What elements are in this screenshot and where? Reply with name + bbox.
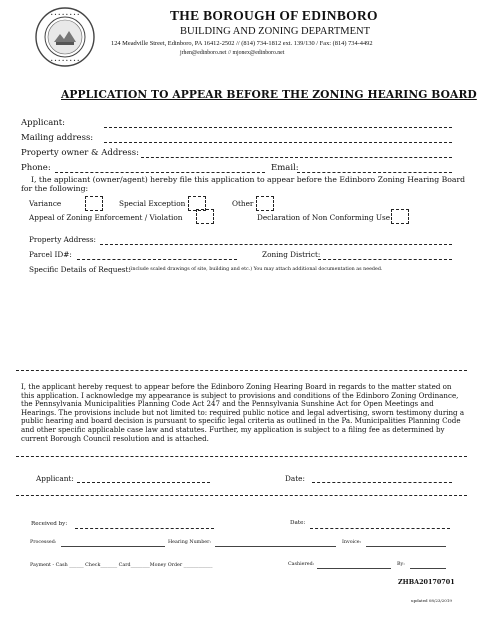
specific-details-label: Specific Details of Request: [29, 265, 131, 274]
processed-label: Processed: [30, 540, 57, 545]
department-name: BUILDING AND ZONING DEPARTMENT [180, 26, 371, 37]
section-divider-2 [16, 456, 467, 457]
form-title: APPLICATION TO APPEAR BEFORE THE ZONING HEARING BOARD [61, 88, 477, 101]
by-field[interactable] [410, 568, 446, 569]
borough-seal [34, 6, 96, 68]
email-field[interactable] [297, 172, 452, 173]
appeal-label: Appeal of Zoning Enforcement / Violation [29, 213, 183, 222]
appeal-checkbox[interactable] [196, 209, 214, 224]
processed-field[interactable] [61, 546, 165, 547]
property-address-field[interactable] [100, 244, 452, 245]
cashiered-label: Cashiered: [288, 562, 315, 567]
other-label: Other [232, 199, 254, 208]
invoice-label: Invoice: [342, 540, 362, 545]
property-owner-field[interactable] [141, 157, 452, 158]
borough-title: THE BOROUGH OF EDINBORO [170, 8, 378, 23]
parcel-id-field[interactable] [77, 259, 237, 260]
phone-label: Phone: [21, 163, 51, 173]
office-date-label: Date: [290, 520, 306, 526]
zoning-district-label: Zoning District: [262, 250, 321, 259]
other-checkbox[interactable] [256, 196, 274, 211]
signature-date-field[interactable] [312, 482, 452, 483]
email-label: Email: [271, 163, 299, 173]
signature-applicant-label: Applicant: [36, 474, 74, 483]
section-divider [16, 370, 467, 371]
nonconforming-checkbox[interactable] [391, 209, 409, 224]
intro-text: I, the applicant (owner/agent) hereby file this application to appear before the Edinboro Zoning Hearing Board for the following: [21, 175, 466, 193]
mailing-address-label: Mailing address: [21, 133, 94, 143]
office-date-field[interactable] [310, 528, 450, 529]
variance-label: Variance [29, 199, 62, 208]
email-line: jrhen@edinboro.net // mjonex@edinboro.net [180, 50, 285, 56]
cashiered-field[interactable] [317, 568, 391, 569]
declaration-text: I, the applicant hereby request to appear before the Edinboro Zoning Hearing Board in regards to the matter stated on this application. I acknowledge my appearance is subject to provisions and conditions of the Edinboro Zoning Ordinance, the Pennsylvania Municipalities Planning Code Act 247 and the Pennsylvania Sunshine Act for Open Meetings and Hearings. The provisions include but not limited to: required public notice and legal advertising, sworn testimony during a public hearing and board decision is pursuant to specific legal criteria as outlined in the Pa. Municipalities Planning Code and other specific applicable case law and statutes. Further, my application is subject to a filing fee as determined by current Borough Council resolution and is attached. [21, 382, 465, 443]
specific-details-note: (include scaled drawings of site, building and etc.) You may attach additional documentation as needed. [129, 267, 383, 272]
property-owner-label: Property owner & Address: [21, 148, 139, 158]
parcel-id-label: Parcel ID#: [29, 250, 72, 259]
applicant-label: Applicant: [21, 118, 66, 128]
signature-date-label: Date: [285, 474, 305, 483]
phone-field[interactable] [55, 172, 265, 173]
invoice-field[interactable] [366, 546, 446, 547]
signature-applicant-field[interactable] [77, 482, 210, 483]
updated-date: updated 08/23/2019 [411, 598, 452, 603]
applicant-field[interactable] [104, 127, 452, 128]
received-by-label: Received by: [31, 521, 68, 527]
address-line: 124 Meadville Street, Edinboro, PA 16412-2502 // (814) 734-1812 ext. 139/130 / Fax: (814) 734-4492 [111, 40, 373, 47]
mailing-address-field[interactable] [104, 142, 452, 143]
received-by-field[interactable] [75, 528, 214, 529]
special-exception-label: Special Exception [119, 199, 186, 208]
svg-text:• • • • • • • •: • • • • • • • • [50, 12, 80, 17]
by-label: By: [397, 562, 405, 567]
nonconforming-label: Declaration of Non Conforming Use [257, 213, 391, 222]
property-address-label: Property Address: [29, 235, 97, 244]
svg-text:• • • • • • • •: • • • • • • • • [50, 58, 80, 63]
form-code: ZHBA20170701 [398, 578, 455, 586]
payment-line: Payment - Cash ______ Check_______ Card________Money Order ____________ [30, 563, 213, 568]
variance-checkbox[interactable] [85, 196, 103, 211]
zoning-district-field[interactable] [318, 259, 452, 260]
hearing-number-label: Hearing Number: [168, 540, 212, 545]
section-divider-3 [16, 495, 467, 496]
hearing-number-field[interactable] [215, 546, 336, 547]
